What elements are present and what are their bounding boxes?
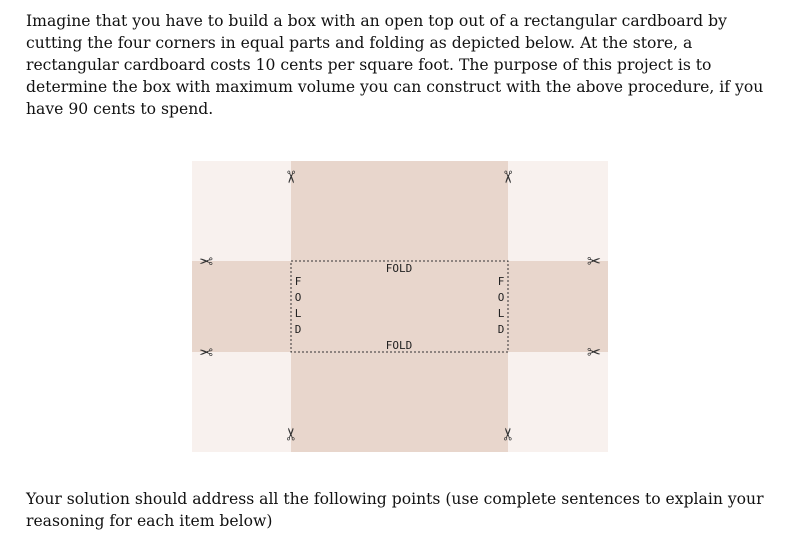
- box-net-diagram: [192, 161, 608, 452]
- instructions-paragraph: Your solution should address all the following points (use complete sentences to explain your reasoning for each item below): [26, 490, 764, 530]
- fold-label-top: FOLD: [385, 262, 413, 275]
- intro-paragraph: Imagine that you have to build a box with an open top out of a rectangular cardboard by cutting the four corners in equal parts and folding as depicted below. At the store, a rectangular cardboard costs 10 cents per square foot. The purpose of this project is to determine the box with maximum volume you can construct with the above procedure, if you have 90 cents to spend.: [26, 12, 764, 118]
- corner-cutout-top-left: [192, 161, 291, 261]
- fold-letter: F: [294, 275, 302, 288]
- fold-letter: O: [294, 291, 302, 304]
- fold-letter: L: [294, 307, 302, 320]
- fold-letter: D: [294, 323, 302, 336]
- fold-letter: O: [497, 291, 505, 304]
- fold-label-bottom: FOLD: [385, 339, 413, 352]
- corner-cutout-bottom-left: [192, 352, 291, 452]
- fold-letter: F: [497, 275, 505, 288]
- corner-cutout-bottom-right: [508, 352, 608, 452]
- scissors-icon: ✂: [586, 343, 602, 363]
- corner-cutout-top-right: [508, 161, 608, 261]
- scissors-icon: ✂: [282, 426, 302, 442]
- scissors-icon: ✂: [198, 341, 214, 361]
- fold-letter: L: [497, 307, 505, 320]
- scissors-icon: ✂: [280, 169, 300, 185]
- fold-letter: D: [497, 323, 505, 336]
- scissors-icon: ✂: [586, 252, 602, 272]
- scissors-icon: ✂: [497, 169, 517, 185]
- scissors-icon: ✂: [499, 426, 519, 442]
- scissors-icon: ✂: [198, 250, 214, 270]
